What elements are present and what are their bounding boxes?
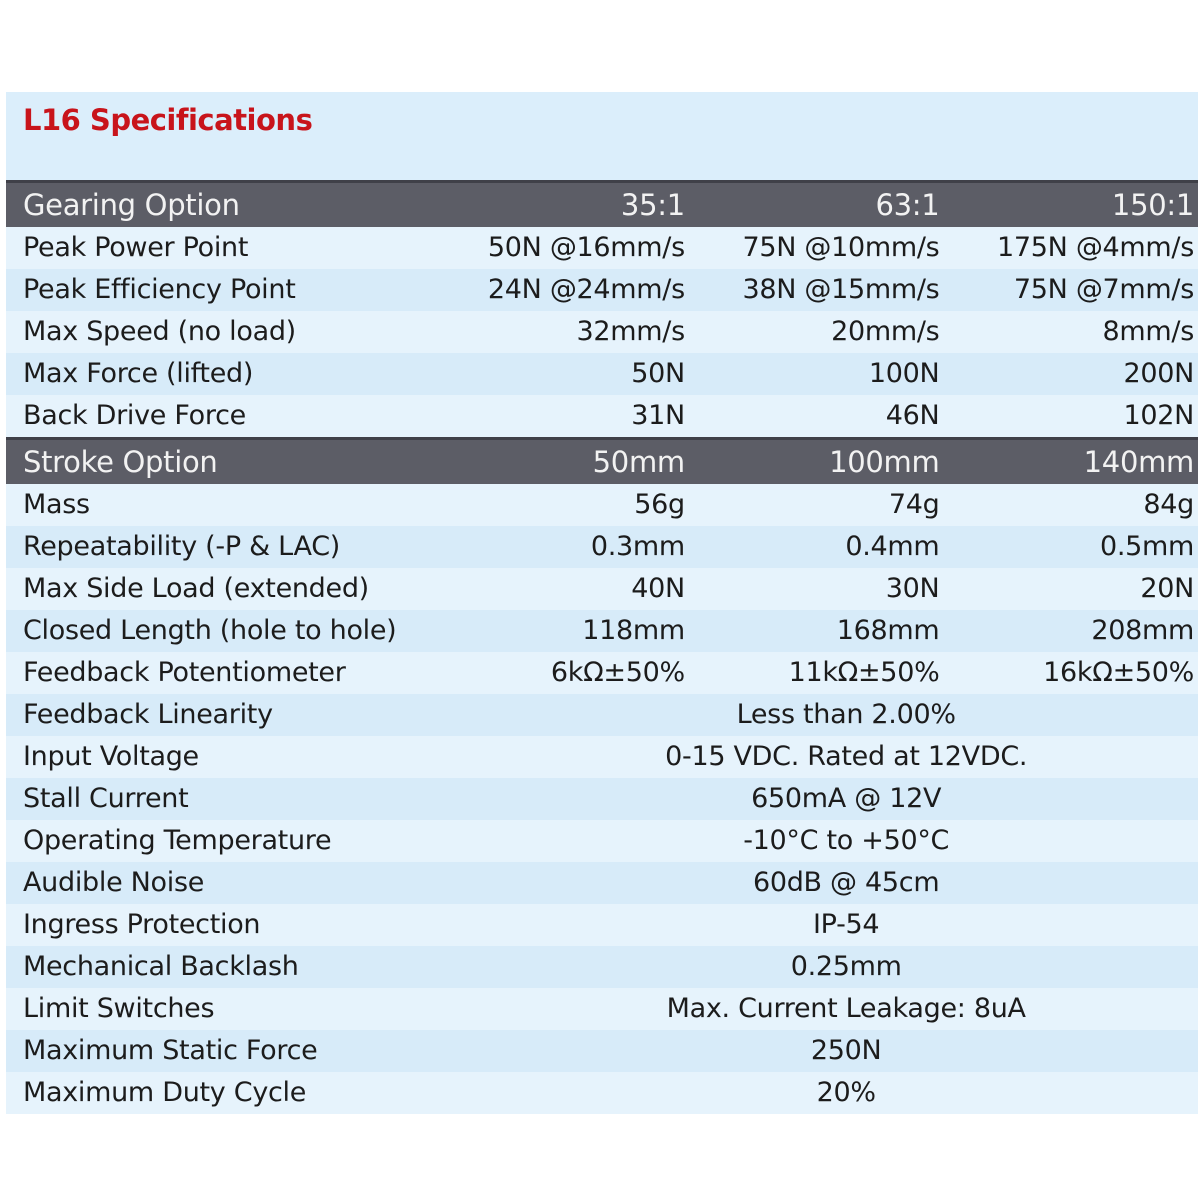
table-row bbox=[6, 568, 1198, 610]
row-value: 30N bbox=[689, 568, 944, 610]
row-value: 20% bbox=[434, 1072, 1198, 1114]
row-label: Closed Length (hole to hole) bbox=[6, 610, 434, 652]
row-value: 0-15 VDC. Rated at 12VDC. bbox=[434, 736, 1198, 778]
row-value: 60dB @ 45cm bbox=[434, 862, 1198, 904]
table-row bbox=[6, 904, 1198, 946]
row-label: Stroke Option bbox=[6, 439, 434, 485]
row-value: 650mA @ 12V bbox=[434, 778, 1198, 820]
spec-table-body bbox=[6, 182, 1198, 1115]
stroke-header-row bbox=[6, 439, 1198, 485]
row-value: Max. Current Leakage: 8uA bbox=[434, 988, 1198, 1030]
row-value: Less than 2.00% bbox=[434, 694, 1198, 736]
row-value: 102N bbox=[943, 395, 1198, 439]
table-row bbox=[6, 820, 1198, 862]
table-row bbox=[6, 652, 1198, 694]
row-value: 100N bbox=[689, 353, 944, 395]
row-value: 75N @7mm/s bbox=[943, 269, 1198, 311]
row-value: 20mm/s bbox=[689, 311, 944, 353]
row-value: 50N @16mm/s bbox=[434, 227, 689, 269]
row-value: 40N bbox=[434, 568, 689, 610]
row-value: 175N @4mm/s bbox=[943, 227, 1198, 269]
row-value: 75N @10mm/s bbox=[689, 227, 944, 269]
row-value: 168mm bbox=[689, 610, 944, 652]
row-value: 46N bbox=[689, 395, 944, 439]
table-row bbox=[6, 353, 1198, 395]
row-value: 31N bbox=[434, 395, 689, 439]
row-value: 56g bbox=[434, 484, 689, 526]
row-value: 8mm/s bbox=[943, 311, 1198, 353]
gearing-header-row bbox=[6, 182, 1198, 228]
row-value: 63:1 bbox=[689, 182, 944, 228]
row-label: Repeatability (-P & LAC) bbox=[6, 526, 434, 568]
row-value: 0.5mm bbox=[943, 526, 1198, 568]
row-label: Ingress Protection bbox=[6, 904, 434, 946]
row-value: 38N @15mm/s bbox=[689, 269, 944, 311]
row-value: 6kΩ±50% bbox=[434, 652, 689, 694]
row-value: 50mm bbox=[434, 439, 689, 485]
row-label: Feedback Potentiometer bbox=[6, 652, 434, 694]
row-value: 20N bbox=[943, 568, 1198, 610]
row-label: Mechanical Backlash bbox=[6, 946, 434, 988]
table-row bbox=[6, 610, 1198, 652]
row-label: Stall Current bbox=[6, 778, 434, 820]
row-label: Maximum Duty Cycle bbox=[6, 1072, 434, 1114]
row-value: 0.4mm bbox=[689, 526, 944, 568]
row-label: Operating Temperature bbox=[6, 820, 434, 862]
table-row bbox=[6, 1030, 1198, 1072]
row-value: 74g bbox=[689, 484, 944, 526]
row-value: 250N bbox=[434, 1030, 1198, 1072]
table-row bbox=[6, 227, 1198, 269]
table-row bbox=[6, 269, 1198, 311]
table-row bbox=[6, 694, 1198, 736]
row-label: Feedback Linearity bbox=[6, 694, 434, 736]
table-row bbox=[6, 946, 1198, 988]
table-row bbox=[6, 526, 1198, 568]
row-label: Max Speed (no load) bbox=[6, 311, 434, 353]
row-value: 208mm bbox=[943, 610, 1198, 652]
row-label: Max Force (lifted) bbox=[6, 353, 434, 395]
row-value: 100mm bbox=[689, 439, 944, 485]
row-value: 118mm bbox=[434, 610, 689, 652]
row-value: 16kΩ±50% bbox=[943, 652, 1198, 694]
row-value: IP-54 bbox=[434, 904, 1198, 946]
row-label: Input Voltage bbox=[6, 736, 434, 778]
row-value: 140mm bbox=[943, 439, 1198, 485]
row-label: Max Side Load (extended) bbox=[6, 568, 434, 610]
row-value: 24N @24mm/s bbox=[434, 269, 689, 311]
row-value: 150:1 bbox=[943, 182, 1198, 228]
row-value: 32mm/s bbox=[434, 311, 689, 353]
spec-table bbox=[6, 180, 1198, 1114]
table-row bbox=[6, 862, 1198, 904]
row-value: 84g bbox=[943, 484, 1198, 526]
page-title: L16 Specifications bbox=[23, 103, 313, 137]
row-label: Peak Power Point bbox=[6, 227, 434, 269]
row-value: 50N bbox=[434, 353, 689, 395]
table-row bbox=[6, 736, 1198, 778]
table-row bbox=[6, 778, 1198, 820]
table-row bbox=[6, 311, 1198, 353]
table-row bbox=[6, 395, 1198, 439]
row-label: Mass bbox=[6, 484, 434, 526]
row-value: 0.25mm bbox=[434, 946, 1198, 988]
row-value: 35:1 bbox=[434, 182, 689, 228]
row-label: Peak Efficiency Point bbox=[6, 269, 434, 311]
spec-sheet bbox=[6, 92, 1198, 1110]
row-value: -10°C to +50°C bbox=[434, 820, 1198, 862]
row-value: 0.3mm bbox=[434, 526, 689, 568]
row-label: Maximum Static Force bbox=[6, 1030, 434, 1072]
row-label: Audible Noise bbox=[6, 862, 434, 904]
row-value: 200N bbox=[943, 353, 1198, 395]
row-value: 11kΩ±50% bbox=[689, 652, 944, 694]
row-label: Back Drive Force bbox=[6, 395, 434, 439]
table-row bbox=[6, 988, 1198, 1030]
row-label: Gearing Option bbox=[6, 182, 434, 228]
table-row bbox=[6, 1072, 1198, 1114]
row-label: Limit Switches bbox=[6, 988, 434, 1030]
table-row bbox=[6, 484, 1198, 526]
